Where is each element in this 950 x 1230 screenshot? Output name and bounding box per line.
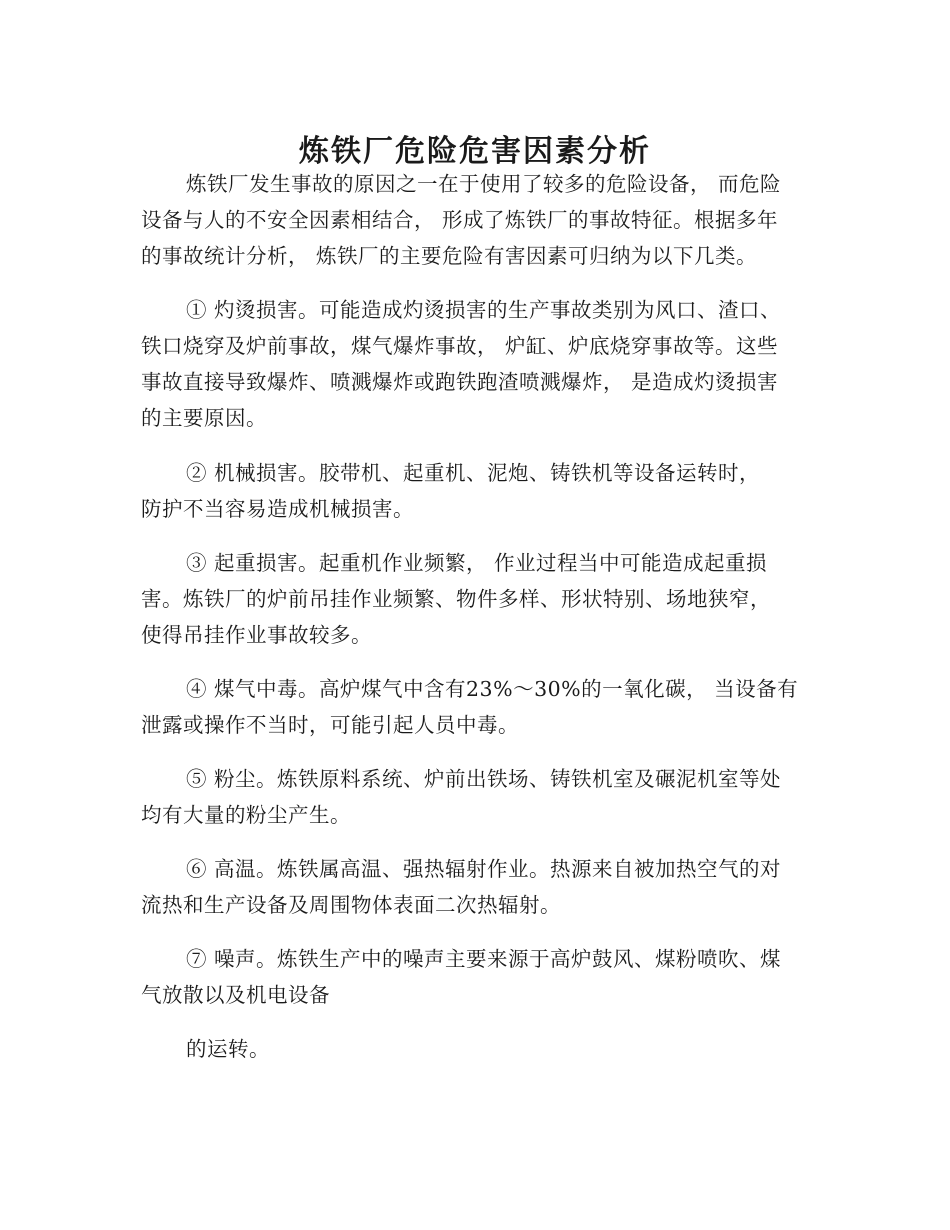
text-line: ⑥ 高温。炼铁属高温、强热辐射作业。热源来自被加热空气的对 (186, 857, 782, 881)
tail-paragraph (141, 1031, 807, 1067)
intro-paragraph (141, 166, 807, 274)
text-line: ② 机械损害。胶带机、起重机、泥炮、铸铁机等设备运转时， (186, 461, 761, 485)
text-line: 炼铁厂发生事故的原因之一在于使用了较多的危险设备， 而危险 (186, 172, 782, 196)
item-paragraph-dust (141, 761, 807, 833)
text-line: ③ 起重损害。起重机作业频繁， 作业过程当中可能造成起重损 (186, 551, 768, 575)
item-paragraph-burns (141, 292, 807, 436)
text-line: 泄露或操作不当时，可能引起人员中毒。 (141, 713, 519, 737)
document-title: 炼铁厂危险危害因素分析 (299, 134, 651, 170)
text-line: 事故直接导致爆炸、喷溅爆炸或跑铁跑渣喷溅爆炸， 是造成灼烫损害 (141, 370, 779, 394)
text-line: 防护不当容易造成机械损害。 (141, 497, 414, 521)
text-line: 使得吊挂作业事故较多。 (141, 623, 372, 647)
item-paragraph-lifting (141, 545, 807, 653)
item-paragraph-gas-poisoning (141, 671, 807, 743)
text-line: 流热和生产设备及周围物体表面二次热辐射。 (141, 893, 561, 917)
text-line: ④ 煤气中毒。高炉煤气中含有23%～30%的一氧化碳， 当设备有 (186, 677, 799, 701)
text-line: 设备与人的不安全因素相结合， 形成了炼铁厂的事故特征。根据多年 (141, 208, 779, 232)
item-paragraph-high-temperature (141, 851, 807, 923)
text-line: 铁口烧穿及炉前事故，煤气爆炸事故， 炉缸、炉底烧穿事故等。这些 (141, 334, 779, 358)
text-line: 的运转。 (186, 1037, 270, 1061)
item-paragraph-noise (141, 941, 807, 1013)
text-line: 均有大量的粉尘产生。 (141, 803, 351, 827)
text-line: 害。炼铁厂的炉前吊挂作业频繁、物件多样、形状特别、场地狭窄， (141, 587, 771, 611)
text-line: ⑤ 粉尘。炼铁原料系统、炉前出铁场、铸铁机室及碾泥机室等处 (186, 767, 782, 791)
text-line: 的事故统计分析， 炼铁厂的主要危险有害因素可归纳为以下几类。 (141, 244, 758, 268)
text-line: ① 灼烫损害。可能造成灼烫损害的生产事故类别为风口、渣口、 (186, 298, 782, 322)
text-line: 的主要原因。 (141, 406, 267, 430)
text-line: 气放散以及机电设备 (141, 983, 330, 1007)
item-paragraph-mechanical (141, 455, 807, 527)
text-line: ⑦ 噪声。炼铁生产中的噪声主要来源于高炉鼓风、煤粉喷吹、煤 (186, 947, 782, 971)
